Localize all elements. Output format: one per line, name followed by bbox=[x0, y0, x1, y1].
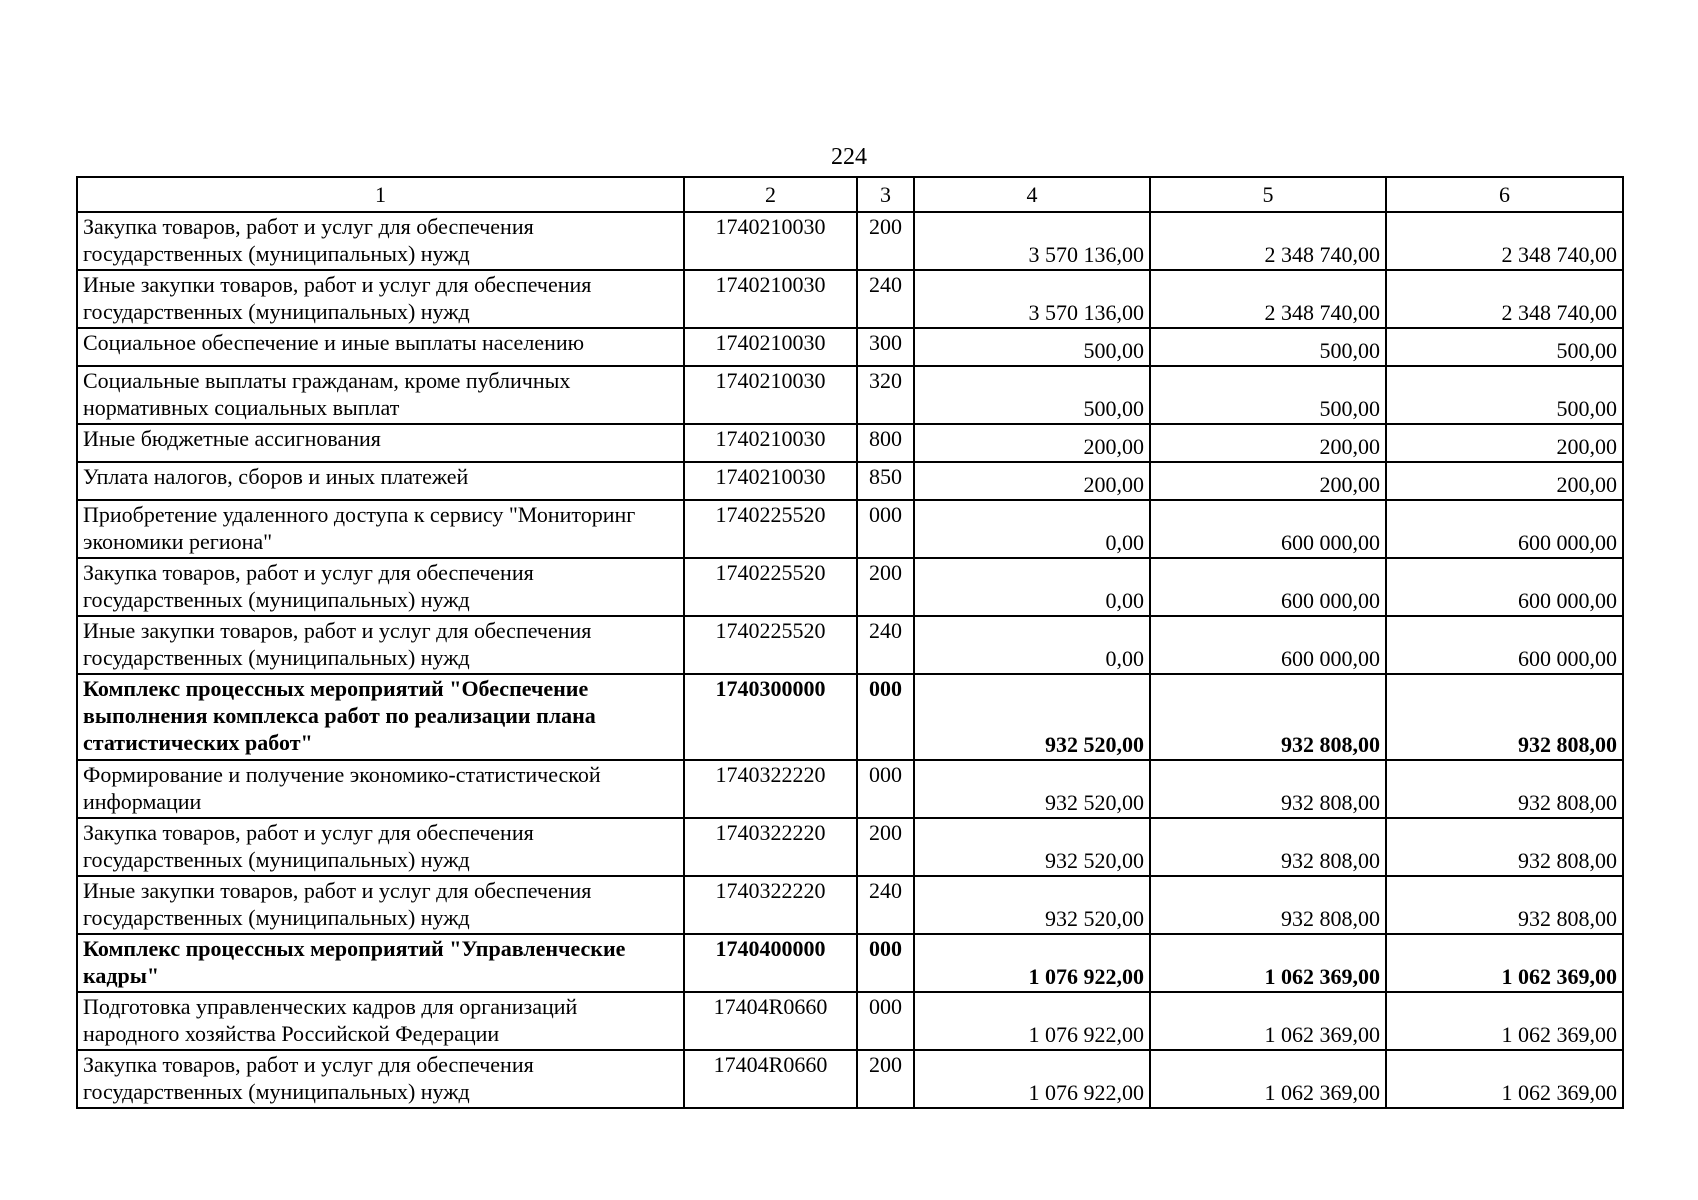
header-cell-1: 1 bbox=[77, 177, 684, 212]
row-amount-col4: 500,00 bbox=[914, 366, 1150, 424]
row-expense-type-cell: 240 bbox=[857, 876, 914, 934]
row-code-cell: 17404R0660 bbox=[684, 1050, 857, 1108]
row-amount-col6: 1 062 369,00 bbox=[1386, 992, 1623, 1050]
row-amount-col6: 600 000,00 bbox=[1386, 558, 1623, 616]
row-expense-type-cell: 200 bbox=[857, 558, 914, 616]
row-name-cell: Закупка товаров, работ и услуг для обеспечения государственных (муниципальных) нужд bbox=[77, 1050, 684, 1108]
row-name-cell: Комплекс процессных мероприятий "Управленческие кадры" bbox=[77, 934, 684, 992]
row-expense-type-cell: 200 bbox=[857, 1050, 914, 1108]
row-code-cell: 1740300000 bbox=[684, 674, 857, 760]
row-code-cell: 1740225520 bbox=[684, 616, 857, 674]
row-amount-col6: 2 348 740,00 bbox=[1386, 270, 1623, 328]
row-amount-col5: 2 348 740,00 bbox=[1150, 270, 1386, 328]
row-amount-col6: 1 062 369,00 bbox=[1386, 934, 1623, 992]
row-amount-col4: 932 520,00 bbox=[914, 876, 1150, 934]
table-row bbox=[77, 558, 1623, 616]
row-amount-col6: 500,00 bbox=[1386, 366, 1623, 424]
row-amount-col5: 500,00 bbox=[1150, 328, 1386, 366]
row-amount-col4: 3 570 136,00 bbox=[914, 270, 1150, 328]
row-amount-col4: 0,00 bbox=[914, 500, 1150, 558]
table-row bbox=[77, 1050, 1623, 1108]
row-amount-col6: 500,00 bbox=[1386, 328, 1623, 366]
table-row bbox=[77, 992, 1623, 1050]
table-row bbox=[77, 876, 1623, 934]
row-name-cell: Иные закупки товаров, работ и услуг для обеспечения государственных (муниципальных) нужд bbox=[77, 876, 684, 934]
row-expense-type-cell: 240 bbox=[857, 616, 914, 674]
row-amount-col4: 200,00 bbox=[914, 462, 1150, 500]
row-code-cell: 17404R0660 bbox=[684, 992, 857, 1050]
row-amount-col5: 600 000,00 bbox=[1150, 616, 1386, 674]
row-name-cell: Иные бюджетные ассигнования bbox=[77, 424, 684, 462]
header-cell-2: 2 bbox=[684, 177, 857, 212]
budget-table bbox=[76, 176, 1624, 1109]
row-expense-type-cell: 800 bbox=[857, 424, 914, 462]
row-code-cell: 1740225520 bbox=[684, 500, 857, 558]
row-name-cell: Подготовка управленческих кадров для организаций народного хозяйства Российской Федерации bbox=[77, 992, 684, 1050]
row-code-cell: 1740210030 bbox=[684, 424, 857, 462]
table-row bbox=[77, 462, 1623, 500]
row-expense-type-cell: 200 bbox=[857, 212, 914, 270]
row-amount-col6: 932 808,00 bbox=[1386, 674, 1623, 760]
row-amount-col4: 3 570 136,00 bbox=[914, 212, 1150, 270]
row-amount-col4: 1 076 922,00 bbox=[914, 1050, 1150, 1108]
row-expense-type-cell: 000 bbox=[857, 992, 914, 1050]
row-amount-col4: 1 076 922,00 bbox=[914, 992, 1150, 1050]
table-row bbox=[77, 212, 1623, 270]
row-name-cell: Закупка товаров, работ и услуг для обеспечения государственных (муниципальных) нужд bbox=[77, 212, 684, 270]
row-code-cell: 1740210030 bbox=[684, 462, 857, 500]
row-amount-col4: 200,00 bbox=[914, 424, 1150, 462]
row-expense-type-cell: 850 bbox=[857, 462, 914, 500]
row-expense-type-cell: 000 bbox=[857, 760, 914, 818]
header-cell-5: 5 bbox=[1150, 177, 1386, 212]
row-name-cell: Уплата налогов, сборов и иных платежей bbox=[77, 462, 684, 500]
row-code-cell: 1740210030 bbox=[684, 212, 857, 270]
row-amount-col6: 200,00 bbox=[1386, 424, 1623, 462]
row-name-cell: Закупка товаров, работ и услуг для обеспечения государственных (муниципальных) нужд bbox=[77, 818, 684, 876]
row-amount-col4: 0,00 bbox=[914, 558, 1150, 616]
row-amount-col4: 1 076 922,00 bbox=[914, 934, 1150, 992]
budget-table-body bbox=[77, 177, 1623, 1108]
table-row bbox=[77, 616, 1623, 674]
page-number: 224 bbox=[831, 144, 867, 170]
row-amount-col5: 500,00 bbox=[1150, 366, 1386, 424]
row-amount-col5: 1 062 369,00 bbox=[1150, 992, 1386, 1050]
header-cell-3: 3 bbox=[857, 177, 914, 212]
row-code-cell: 1740210030 bbox=[684, 270, 857, 328]
table-row bbox=[77, 674, 1623, 760]
row-amount-col5: 1 062 369,00 bbox=[1150, 934, 1386, 992]
row-amount-col4: 932 520,00 bbox=[914, 760, 1150, 818]
table-row bbox=[77, 500, 1623, 558]
header-cell-4: 4 bbox=[914, 177, 1150, 212]
row-amount-col6: 932 808,00 bbox=[1386, 876, 1623, 934]
table-row bbox=[77, 424, 1623, 462]
table-row bbox=[77, 328, 1623, 366]
row-expense-type-cell: 000 bbox=[857, 674, 914, 760]
row-name-cell: Социальное обеспечение и иные выплаты населению bbox=[77, 328, 684, 366]
table-row bbox=[77, 760, 1623, 818]
row-name-cell: Формирование и получение экономико-статистической информации bbox=[77, 760, 684, 818]
row-amount-col4: 500,00 bbox=[914, 328, 1150, 366]
row-name-cell: Социальные выплаты гражданам, кроме публичных нормативных социальных выплат bbox=[77, 366, 684, 424]
table-row bbox=[77, 270, 1623, 328]
row-name-cell: Иные закупки товаров, работ и услуг для обеспечения государственных (муниципальных) нужд bbox=[77, 270, 684, 328]
row-amount-col4: 0,00 bbox=[914, 616, 1150, 674]
row-expense-type-cell: 200 bbox=[857, 818, 914, 876]
row-amount-col5: 600 000,00 bbox=[1150, 500, 1386, 558]
table-row bbox=[77, 818, 1623, 876]
row-code-cell: 1740400000 bbox=[684, 934, 857, 992]
table-row bbox=[77, 934, 1623, 992]
row-amount-col5: 1 062 369,00 bbox=[1150, 1050, 1386, 1108]
row-amount-col6: 932 808,00 bbox=[1386, 760, 1623, 818]
row-amount-col5: 200,00 bbox=[1150, 462, 1386, 500]
row-name-cell: Приобретение удаленного доступа к сервису "Мониторинг экономики региона" bbox=[77, 500, 684, 558]
row-code-cell: 1740210030 bbox=[684, 328, 857, 366]
row-amount-col4: 932 520,00 bbox=[914, 674, 1150, 760]
row-amount-col6: 932 808,00 bbox=[1386, 818, 1623, 876]
row-amount-col6: 1 062 369,00 bbox=[1386, 1050, 1623, 1108]
row-expense-type-cell: 240 bbox=[857, 270, 914, 328]
row-expense-type-cell: 300 bbox=[857, 328, 914, 366]
row-amount-col5: 932 808,00 bbox=[1150, 760, 1386, 818]
row-amount-col6: 600 000,00 bbox=[1386, 616, 1623, 674]
row-expense-type-cell: 320 bbox=[857, 366, 914, 424]
row-code-cell: 1740210030 bbox=[684, 366, 857, 424]
table-row bbox=[77, 366, 1623, 424]
row-name-cell: Иные закупки товаров, работ и услуг для обеспечения государственных (муниципальных) нужд bbox=[77, 616, 684, 674]
row-amount-col4: 932 520,00 bbox=[914, 818, 1150, 876]
row-amount-col5: 932 808,00 bbox=[1150, 818, 1386, 876]
row-name-cell: Комплекс процессных мероприятий "Обеспечение выполнения комплекса работ по реализации плана статистических работ" bbox=[77, 674, 684, 760]
header-cell-6: 6 bbox=[1386, 177, 1623, 212]
row-amount-col5: 2 348 740,00 bbox=[1150, 212, 1386, 270]
row-amount-col6: 600 000,00 bbox=[1386, 500, 1623, 558]
row-code-cell: 1740322220 bbox=[684, 760, 857, 818]
row-amount-col5: 932 808,00 bbox=[1150, 674, 1386, 760]
row-code-cell: 1740225520 bbox=[684, 558, 857, 616]
row-amount-col5: 200,00 bbox=[1150, 424, 1386, 462]
row-amount-col6: 200,00 bbox=[1386, 462, 1623, 500]
row-amount-col5: 932 808,00 bbox=[1150, 876, 1386, 934]
row-amount-col6: 2 348 740,00 bbox=[1386, 212, 1623, 270]
row-code-cell: 1740322220 bbox=[684, 876, 857, 934]
row-name-cell: Закупка товаров, работ и услуг для обеспечения государственных (муниципальных) нужд bbox=[77, 558, 684, 616]
header-row bbox=[77, 177, 1623, 212]
row-expense-type-cell: 000 bbox=[857, 934, 914, 992]
row-expense-type-cell: 000 bbox=[857, 500, 914, 558]
row-code-cell: 1740322220 bbox=[684, 818, 857, 876]
row-amount-col5: 600 000,00 bbox=[1150, 558, 1386, 616]
